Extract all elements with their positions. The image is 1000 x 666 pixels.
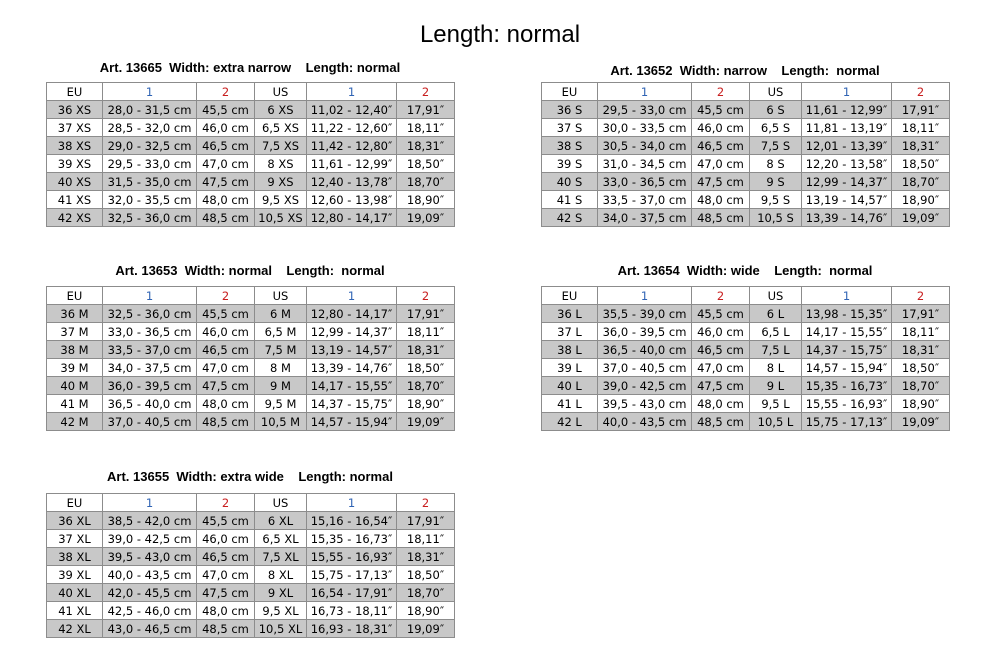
header-eu: EU [47,494,103,512]
table-row [47,191,455,209]
table-row [47,530,455,548]
table-row [47,173,455,191]
table-row [542,413,950,431]
table-row [47,101,455,119]
foot-length-in-cell: 13,39 - 14,76″ [802,209,892,227]
foot-length-in-cell: 16,54 - 17,91″ [307,584,397,602]
foot-length-in-cell: 12,80 - 14,17″ [307,209,397,227]
eu-size-cell: 37 L [542,323,598,341]
shaft-cm-cell: 46,5 cm [692,137,750,155]
foot-length-cm-cell: 36,0 - 39,5 cm [103,377,197,395]
table-row [542,101,950,119]
header-length-cm: 1 [598,83,692,101]
foot-length-cm-cell: 31,5 - 35,0 cm [103,173,197,191]
eu-size-cell: 40 XL [47,584,103,602]
table-header-row [542,83,950,101]
eu-size-cell: 40 M [47,377,103,395]
eu-size-cell: 38 L [542,341,598,359]
table-row [542,305,950,323]
table-header-row [47,494,455,512]
eu-size-cell: 41 M [47,395,103,413]
eu-size-cell: 38 M [47,341,103,359]
shaft-in-cell: 18,50″ [397,359,455,377]
foot-length-in-cell: 12,99 - 14,37″ [802,173,892,191]
us-size-cell: 10,5 S [750,209,802,227]
us-size-cell: 9 XL [255,584,307,602]
header-height-in: 2 [397,287,455,305]
table-row [542,209,950,227]
table-row [47,209,455,227]
shaft-cm-cell: 46,5 cm [197,341,255,359]
foot-length-cm-cell: 40,0 - 43,5 cm [103,566,197,584]
table-title: Art. 13653 Width: normal Length: normal [115,263,385,278]
us-size-cell: 6 M [255,305,307,323]
foot-length-cm-cell: 34,0 - 37,5 cm [598,209,692,227]
foot-length-cm-cell: 34,0 - 37,5 cm [103,359,197,377]
us-size-cell: 6,5 S [750,119,802,137]
eu-size-cell: 42 L [542,413,598,431]
foot-length-in-cell: 14,37 - 15,75″ [307,395,397,413]
us-size-cell: 9 L [750,377,802,395]
shaft-cm-cell: 48,5 cm [197,209,255,227]
shaft-cm-cell: 47,5 cm [692,173,750,191]
table-header-row [47,83,455,101]
header-height-cm: 2 [197,83,255,101]
shaft-in-cell: 19,09″ [397,620,455,638]
us-size-cell: 6 XL [255,512,307,530]
page-title: Length: normal [419,21,581,48]
shaft-cm-cell: 46,0 cm [197,530,255,548]
eu-size-cell: 39 S [542,155,598,173]
header-height-cm: 2 [197,287,255,305]
shaft-cm-cell: 45,5 cm [197,305,255,323]
shaft-in-cell: 18,50″ [397,155,455,173]
shaft-cm-cell: 45,5 cm [197,101,255,119]
foot-length-cm-cell: 40,0 - 43,5 cm [598,413,692,431]
foot-length-cm-cell: 32,0 - 35,5 cm [103,191,197,209]
eu-size-cell: 41 L [542,395,598,413]
eu-size-cell: 37 XL [47,530,103,548]
shaft-cm-cell: 47,5 cm [692,377,750,395]
table-row [47,395,455,413]
table-row [47,137,455,155]
table-row [542,377,950,395]
foot-length-in-cell: 12,01 - 13,39″ [802,137,892,155]
size-table-block-13655 [46,469,455,638]
foot-length-cm-cell: 29,5 - 33,0 cm [103,155,197,173]
us-size-cell: 7,5 M [255,341,307,359]
table-row [542,155,950,173]
eu-size-cell: 42 S [542,209,598,227]
foot-length-cm-cell: 32,5 - 36,0 cm [103,209,197,227]
shaft-cm-cell: 48,0 cm [692,191,750,209]
table-row [47,548,455,566]
eu-size-cell: 39 M [47,359,103,377]
shaft-in-cell: 18,90″ [892,191,950,209]
foot-length-cm-cell: 36,0 - 39,5 cm [598,323,692,341]
foot-length-in-cell: 11,81 - 13,19″ [802,119,892,137]
table-title: Art. 13654 Width: wide Length: normal [617,263,873,278]
shaft-in-cell: 18,11″ [397,530,455,548]
foot-length-cm-cell: 36,5 - 40,0 cm [598,341,692,359]
header-length-cm: 1 [103,494,197,512]
size-table [46,286,455,431]
shaft-cm-cell: 48,5 cm [692,413,750,431]
foot-length-cm-cell: 32,5 - 36,0 cm [103,305,197,323]
us-size-cell: 8 M [255,359,307,377]
header-us: US [750,287,802,305]
header-length-in: 1 [802,287,892,305]
shaft-in-cell: 18,90″ [892,395,950,413]
table-row [542,359,950,377]
eu-size-cell: 36 S [542,101,598,119]
shaft-in-cell: 19,09″ [397,209,455,227]
foot-length-in-cell: 14,17 - 15,55″ [307,377,397,395]
foot-length-in-cell: 15,55 - 16,93″ [307,548,397,566]
shaft-cm-cell: 47,0 cm [197,566,255,584]
foot-length-cm-cell: 33,0 - 36,5 cm [103,323,197,341]
shaft-cm-cell: 48,0 cm [692,395,750,413]
us-size-cell: 10,5 M [255,413,307,431]
table-row [542,137,950,155]
size-table [46,82,455,227]
us-size-cell: 10,5 XS [255,209,307,227]
foot-length-cm-cell: 28,5 - 32,0 cm [103,119,197,137]
foot-length-cm-cell: 42,5 - 46,0 cm [103,602,197,620]
shaft-in-cell: 17,91″ [397,101,455,119]
foot-length-in-cell: 11,42 - 12,80″ [307,137,397,155]
us-size-cell: 6 L [750,305,802,323]
us-size-cell: 9,5 M [255,395,307,413]
header-us: US [255,494,307,512]
shaft-cm-cell: 46,5 cm [692,341,750,359]
shaft-in-cell: 18,11″ [892,323,950,341]
table-row [47,155,455,173]
shaft-cm-cell: 48,0 cm [197,602,255,620]
table-row [47,602,455,620]
us-size-cell: 6 XS [255,101,307,119]
foot-length-in-cell: 12,60 - 13,98″ [307,191,397,209]
shaft-in-cell: 18,11″ [892,119,950,137]
shaft-in-cell: 18,70″ [397,173,455,191]
size-table [541,82,950,227]
table-row [47,620,455,638]
size-table [541,286,950,431]
us-size-cell: 9,5 L [750,395,802,413]
foot-length-in-cell: 13,19 - 14,57″ [307,341,397,359]
foot-length-in-cell: 15,55 - 16,93″ [802,395,892,413]
foot-length-in-cell: 11,61 - 12,99″ [802,101,892,119]
shaft-in-cell: 18,90″ [397,602,455,620]
eu-size-cell: 36 XL [47,512,103,530]
shaft-in-cell: 18,31″ [397,341,455,359]
foot-length-in-cell: 16,93 - 18,31″ [307,620,397,638]
foot-length-in-cell: 16,73 - 18,11″ [307,602,397,620]
foot-length-cm-cell: 37,0 - 40,5 cm [598,359,692,377]
shaft-in-cell: 17,91″ [397,305,455,323]
table-row [542,191,950,209]
table-row [47,359,455,377]
shaft-cm-cell: 48,5 cm [197,620,255,638]
size-table-block-13652 [541,63,950,227]
foot-length-in-cell: 15,35 - 16,73″ [802,377,892,395]
foot-length-cm-cell: 36,5 - 40,0 cm [103,395,197,413]
shaft-cm-cell: 48,5 cm [197,413,255,431]
shaft-cm-cell: 46,5 cm [197,137,255,155]
foot-length-cm-cell: 39,5 - 43,0 cm [103,548,197,566]
shaft-in-cell: 18,31″ [397,548,455,566]
eu-size-cell: 40 S [542,173,598,191]
us-size-cell: 10,5 L [750,413,802,431]
shaft-in-cell: 18,50″ [397,566,455,584]
eu-size-cell: 38 S [542,137,598,155]
foot-length-cm-cell: 33,0 - 36,5 cm [598,173,692,191]
shaft-in-cell: 18,31″ [397,137,455,155]
us-size-cell: 9 XS [255,173,307,191]
size-table [46,493,455,638]
us-size-cell: 7,5 S [750,137,802,155]
shaft-cm-cell: 47,5 cm [197,173,255,191]
eu-size-cell: 39 L [542,359,598,377]
table-row [47,512,455,530]
foot-length-in-cell: 15,75 - 17,13″ [307,566,397,584]
foot-length-in-cell: 11,22 - 12,60″ [307,119,397,137]
shaft-cm-cell: 48,5 cm [692,209,750,227]
foot-length-cm-cell: 31,0 - 34,5 cm [598,155,692,173]
shaft-cm-cell: 47,0 cm [692,155,750,173]
shaft-in-cell: 19,09″ [397,413,455,431]
table-row [542,395,950,413]
header-us: US [750,83,802,101]
table-title: Art. 13655 Width: extra wide Length: normal [107,469,393,484]
foot-length-cm-cell: 43,0 - 46,5 cm [103,620,197,638]
shaft-in-cell: 18,50″ [892,155,950,173]
foot-length-in-cell: 13,19 - 14,57″ [802,191,892,209]
eu-size-cell: 41 S [542,191,598,209]
shaft-cm-cell: 48,0 cm [197,395,255,413]
us-size-cell: 7,5 XL [255,548,307,566]
header-length-in: 1 [802,83,892,101]
us-size-cell: 6,5 XL [255,530,307,548]
header-length-in: 1 [307,83,397,101]
shaft-in-cell: 18,11″ [397,119,455,137]
us-size-cell: 6,5 M [255,323,307,341]
eu-size-cell: 37 M [47,323,103,341]
header-height-in: 2 [397,83,455,101]
header-us: US [255,83,307,101]
eu-size-cell: 39 XL [47,566,103,584]
eu-size-cell: 41 XS [47,191,103,209]
eu-size-cell: 36 L [542,305,598,323]
us-size-cell: 9,5 XS [255,191,307,209]
eu-size-cell: 40 XS [47,173,103,191]
shaft-in-cell: 17,91″ [892,305,950,323]
shaft-in-cell: 18,70″ [892,377,950,395]
header-length-cm: 1 [598,287,692,305]
table-row [47,323,455,341]
us-size-cell: 8 XS [255,155,307,173]
shaft-cm-cell: 45,5 cm [197,512,255,530]
foot-length-in-cell: 14,57 - 15,94″ [802,359,892,377]
table-title: Art. 13665 Width: extra narrow Length: normal [99,60,401,75]
table-row [542,119,950,137]
eu-size-cell: 42 XL [47,620,103,638]
header-length-in: 1 [307,287,397,305]
eu-size-cell: 38 XS [47,137,103,155]
table-row [47,413,455,431]
foot-length-cm-cell: 33,5 - 37,0 cm [103,341,197,359]
foot-length-cm-cell: 29,0 - 32,5 cm [103,137,197,155]
us-size-cell: 9 M [255,377,307,395]
foot-length-in-cell: 12,40 - 13,78″ [307,173,397,191]
shaft-cm-cell: 46,0 cm [197,323,255,341]
header-us: US [255,287,307,305]
shaft-in-cell: 19,09″ [892,413,950,431]
shaft-in-cell: 18,11″ [397,323,455,341]
table-row [47,119,455,137]
table-row [47,566,455,584]
foot-length-in-cell: 12,20 - 13,58″ [802,155,892,173]
us-size-cell: 6,5 L [750,323,802,341]
shaft-in-cell: 18,50″ [892,359,950,377]
foot-length-cm-cell: 35,5 - 39,0 cm [598,305,692,323]
header-length-cm: 1 [103,287,197,305]
shaft-in-cell: 17,91″ [397,512,455,530]
foot-length-cm-cell: 39,5 - 43,0 cm [598,395,692,413]
eu-size-cell: 36 XS [47,101,103,119]
eu-size-cell: 36 M [47,305,103,323]
table-row [542,173,950,191]
shaft-cm-cell: 47,0 cm [197,155,255,173]
foot-length-in-cell: 12,99 - 14,37″ [307,323,397,341]
header-height-cm: 2 [197,494,255,512]
shaft-cm-cell: 46,0 cm [692,323,750,341]
shaft-cm-cell: 48,0 cm [197,191,255,209]
table-row [542,323,950,341]
foot-length-in-cell: 15,16 - 16,54″ [307,512,397,530]
shaft-cm-cell: 45,5 cm [692,305,750,323]
foot-length-cm-cell: 38,5 - 42,0 cm [103,512,197,530]
header-height-in: 2 [397,494,455,512]
us-size-cell: 9 S [750,173,802,191]
us-size-cell: 7,5 L [750,341,802,359]
us-size-cell: 9,5 XL [255,602,307,620]
shaft-cm-cell: 46,0 cm [197,119,255,137]
header-length-cm: 1 [103,83,197,101]
us-size-cell: 10,5 XL [255,620,307,638]
eu-size-cell: 42 XS [47,209,103,227]
foot-length-in-cell: 12,80 - 14,17″ [307,305,397,323]
foot-length-in-cell: 13,98 - 15,35″ [802,305,892,323]
header-height-in: 2 [892,83,950,101]
header-eu: EU [47,287,103,305]
foot-length-cm-cell: 42,0 - 45,5 cm [103,584,197,602]
us-size-cell: 9,5 S [750,191,802,209]
shaft-in-cell: 18,90″ [397,395,455,413]
header-height-in: 2 [892,287,950,305]
foot-length-cm-cell: 37,0 - 40,5 cm [103,413,197,431]
shaft-cm-cell: 47,5 cm [197,377,255,395]
shaft-cm-cell: 47,5 cm [197,584,255,602]
shaft-cm-cell: 46,5 cm [197,548,255,566]
shaft-in-cell: 18,70″ [892,173,950,191]
size-table-block-13653 [46,263,455,431]
foot-length-in-cell: 15,35 - 16,73″ [307,530,397,548]
table-header-row [542,287,950,305]
header-eu: EU [47,83,103,101]
foot-length-in-cell: 14,17 - 15,55″ [802,323,892,341]
us-size-cell: 8 S [750,155,802,173]
table-row [47,341,455,359]
header-height-cm: 2 [692,287,750,305]
us-size-cell: 6,5 XS [255,119,307,137]
foot-length-cm-cell: 28,0 - 31,5 cm [103,101,197,119]
foot-length-cm-cell: 39,0 - 42,5 cm [598,377,692,395]
eu-size-cell: 39 XS [47,155,103,173]
foot-length-in-cell: 14,37 - 15,75″ [802,341,892,359]
table-row [47,584,455,602]
header-length-in: 1 [307,494,397,512]
shaft-in-cell: 18,31″ [892,341,950,359]
eu-size-cell: 37 XS [47,119,103,137]
shaft-in-cell: 18,90″ [397,191,455,209]
shaft-cm-cell: 47,0 cm [197,359,255,377]
foot-length-in-cell: 14,57 - 15,94″ [307,413,397,431]
table-row [47,305,455,323]
us-size-cell: 7,5 XS [255,137,307,155]
foot-length-cm-cell: 29,5 - 33,0 cm [598,101,692,119]
header-eu: EU [542,287,598,305]
table-title: Art. 13652 Width: narrow Length: normal [610,63,880,78]
foot-length-in-cell: 15,75 - 17,13″ [802,413,892,431]
shaft-in-cell: 18,70″ [397,377,455,395]
us-size-cell: 8 L [750,359,802,377]
foot-length-in-cell: 11,02 - 12,40″ [307,101,397,119]
foot-length-in-cell: 13,39 - 14,76″ [307,359,397,377]
header-eu: EU [542,83,598,101]
eu-size-cell: 41 XL [47,602,103,620]
eu-size-cell: 42 M [47,413,103,431]
table-row [542,341,950,359]
eu-size-cell: 38 XL [47,548,103,566]
us-size-cell: 8 XL [255,566,307,584]
foot-length-cm-cell: 39,0 - 42,5 cm [103,530,197,548]
size-table-block-13665 [46,60,455,227]
foot-length-cm-cell: 30,0 - 33,5 cm [598,119,692,137]
shaft-in-cell: 18,31″ [892,137,950,155]
foot-length-cm-cell: 30,5 - 34,0 cm [598,137,692,155]
shaft-in-cell: 19,09″ [892,209,950,227]
shaft-cm-cell: 45,5 cm [692,101,750,119]
shaft-in-cell: 18,70″ [397,584,455,602]
shaft-in-cell: 17,91″ [892,101,950,119]
us-size-cell: 6 S [750,101,802,119]
eu-size-cell: 37 S [542,119,598,137]
table-header-row [47,287,455,305]
table-row [47,377,455,395]
size-table-block-13654 [541,263,950,431]
foot-length-cm-cell: 33,5 - 37,0 cm [598,191,692,209]
header-height-cm: 2 [692,83,750,101]
shaft-cm-cell: 46,0 cm [692,119,750,137]
eu-size-cell: 40 L [542,377,598,395]
shaft-cm-cell: 47,0 cm [692,359,750,377]
foot-length-in-cell: 11,61 - 12,99″ [307,155,397,173]
